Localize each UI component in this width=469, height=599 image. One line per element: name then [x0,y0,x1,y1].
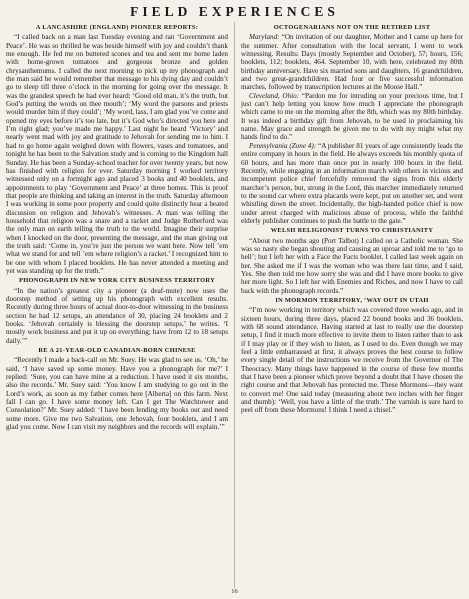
canadian-chinese-heading: RE A 21-YEAR-OLD CANADIAN-BORN CHINESE [38,347,196,355]
cleveland-report [241,92,463,142]
page-title: FIELD EXPERIENCES [130,4,339,19]
right-column [241,22,463,590]
maryland-report [241,33,463,91]
mormon-heading: IN MORMON TERRITORY, ‘WAY OUT IN UTAH [275,297,429,304]
maryland-text: “On invitation of our daughter, Mother and I came up here for the summer. After consultation with the local servant, I went to work witnessing. Results: Days (mostly September and October), 57; hours, 156; booklets, 112; booklets, 464. September 10, with here, celebrated my 80th birthday anniversary. Have six married sons and daughters, 16 grandchildren, and two great-grandchildren. Had four or five successful information marches, followed by transcription lectures at the Moose Hall.” [241,33,463,92]
new-york-report: “In the nation’s greatest city a pioneer (a deaf-mute) now uses the doorstep method of setting up his phonograph with excellent results. Recently during three hours of actual door-to-door witnessing in the business section he had 12 setups, an attendance of 30, placing 24 booklets and 2 books. ‘Jehovah certainly is blessing the doorstep setups,’ he writes. ‘I mostly work business and put it up on everything; have from 12 to 18 setups daily.’” [6,286,228,345]
welsh-heading: WELSH RELIGIONIST TURNS TO CHRISTIANITY [270,227,434,235]
octogenarians-heading: OCTOGENARIANS NOT ON THE RETIRED LIST [273,24,431,31]
pennsylvania-report [241,142,463,225]
cleveland-lead: Cleveland, Ohio: [249,91,300,100]
new-york-heading: PHONOGRAPH IN NEW YORK CITY BUSINESS TERRITORY [19,277,215,285]
cleveland-text: “Pardon me for intruding on your precious time, but I just can’t help letting you know how much I appreciate the phonograph which came to me on the morning after the 8th, which was my 80th birthday. It was indeed a birthday gift from Jehovah, to be used in proclaiming his name. May grace and strength be given me to do with my might what my hands find to do.” [241,91,463,142]
pennsylvania-lead: Pennsylvania (Zone 4): [249,141,317,150]
lancashire-report: “I called back on a man last Tuesday evening and ran ‘Government and Peace’. He was so thrilled he was beside himself with joy and couldn’t thank me enough. He fed me on buttered scones and tea and sent me home laden with home-grown tomatoes and gorgeous bronze and golden chrysanthemums. I called the next morning to pick up my phonograph and the man said he would remember that message to his dying day and couldn’t go to sleep till three o’clock in the morning for going over the message. It was the grandest speech he had ever heard: ‘Good old man, it’s the truth, but God’s putting the words on thee mouth’; ‘My word the parsons and priests would murder him if they could’; ‘My word, lass, I am glad you’ve come and opened my eyes before it’s too late, but it’s God who’s directed you here and I’m right glad; you’ve made me happy.’ Last night he heard ‘Victory’ and nearly went mad with joy and gratitude to Jehovah for sending me to him. I had to go home again weighed down with flowers, vases and tomatoes, and tonight he has been to the Salvation study and is coming to the Kingdom hall Sunday. He has been a Sunday-school teacher for over twenty years, but now has finished with religion for ever. Saturday morning I worked territory witnessed only on a fortnight ago and placed 3 books and 40 booklets, and appointments to play ‘Government and Peace’ at three homes. This is proof that people are thinking and taking an interest in the truth. Saturday afternoon I was working in some poor property and could quite distinctly hear a heated discussion on religion and Jehovah’s witnesses. A man was telling the household that religion was a snare and a racket and Judge Rutherford was the only man on earth telling the truth to the world. Imagine their surprise when I knocked on the door, presenting the message, and the man giving out the truth said: ‘Come in, you’re just the person we want here. Now tell ’em what we stand for and tell ’em where religion’s a racket.’ I recognized him to be one with whom I placed booklets. He has never attended a meeting and yet was standing up for the truth.” [6,33,228,275]
pennsylvania-text: “A publisher 81 years of age consistently leads the entire company in hours in the field. He always exceeds his monthly quota of 60 hours, and has more than once put in nearly 100 hours in the field. Recently, while engaging in an information march with others in vicious and incompetent police chief forcefully removed the signs from this elderly marcher’s person, but, strong in the Lord, this marcher immediately returned to the sound car where extra placards were kept, put on another set, and went whistling down the street. Incidentally, the high-handed police chief is now under arrest charged with malicious abuse of process, while the faithful elderly publisher continues to push the battle to the gate.” [241,141,463,225]
left-column [6,22,228,590]
mormon-report: “I’m now working in territory which was covered three weeks ago, and in sixteen hours, during three days, placed 22 bound books and 36 booklets, with 68 sound attendance. Having started at last to really use the doorstep setup, I find it much more effective to invite them to listen rather than to ask if I may play or if they wish to listen, as I used to do. Even though we may feel a little embarrassed at first, it always proves the best course to follow every single detail of the instructions we receive from the Governor of The Theocracy. Many things have happened in the course of these few months that I have been a pioneer which prove beyond a doubt that I have chosen the right course and that Jehovah has protected me. These Mormons—they want to convert me! One said today (measuring about two inches with her finger and thumb): ‘Well, you have a little of the truth.’ The varnish is sure hard to peel off from these Mormons! I think I need a chisel.” [241,306,463,415]
lancashire-heading: A LANCASHIRE (ENGLAND) PIONEER REPORTS: [35,24,199,31]
maryland-lead: Maryland: [249,33,280,42]
page-number: 16 [231,588,238,595]
canadian-chinese-report: “Recently I made a back-call on Mr. Suey. He was glad to see us. ‘Oh,’ he said, ‘I have saved up some money. Have you a phonograph for me?’ I replied: ‘Sure, you can have mine at a reduction. I have used it six months, also the records.’ Mr. Suey said: ‘You know I am studying to go out in the Lord’s work, as soon as my father comes here [Alberta] on this farm. Next fall I can go. I have some money left. Can I get The Watchtower and Consolation?’ Mr. Suey added: ‘I have been lending my books out and need some more. Give me two Salvation, one Jehovah, four booklets, and I am glad you come. Now I can visit my neighbors and the records will explain.’” [6,356,228,432]
welsh-report: “About two months ago (Port Talbot) I called on a Catholic woman. She was so nasty she began shouting and causing an uproar and told me to ‘go to hell’; but I left her with a Face the Facts booklet. I called last week again on her. She asked me if I was the woman who was there last time, and I said, Yes. She then told me how sorry she was and did I have more books to give her more light. So I left her with Enemies and Riches, and now I have to call back with the phonograph records.” [241,236,463,295]
column-divider [234,22,235,588]
